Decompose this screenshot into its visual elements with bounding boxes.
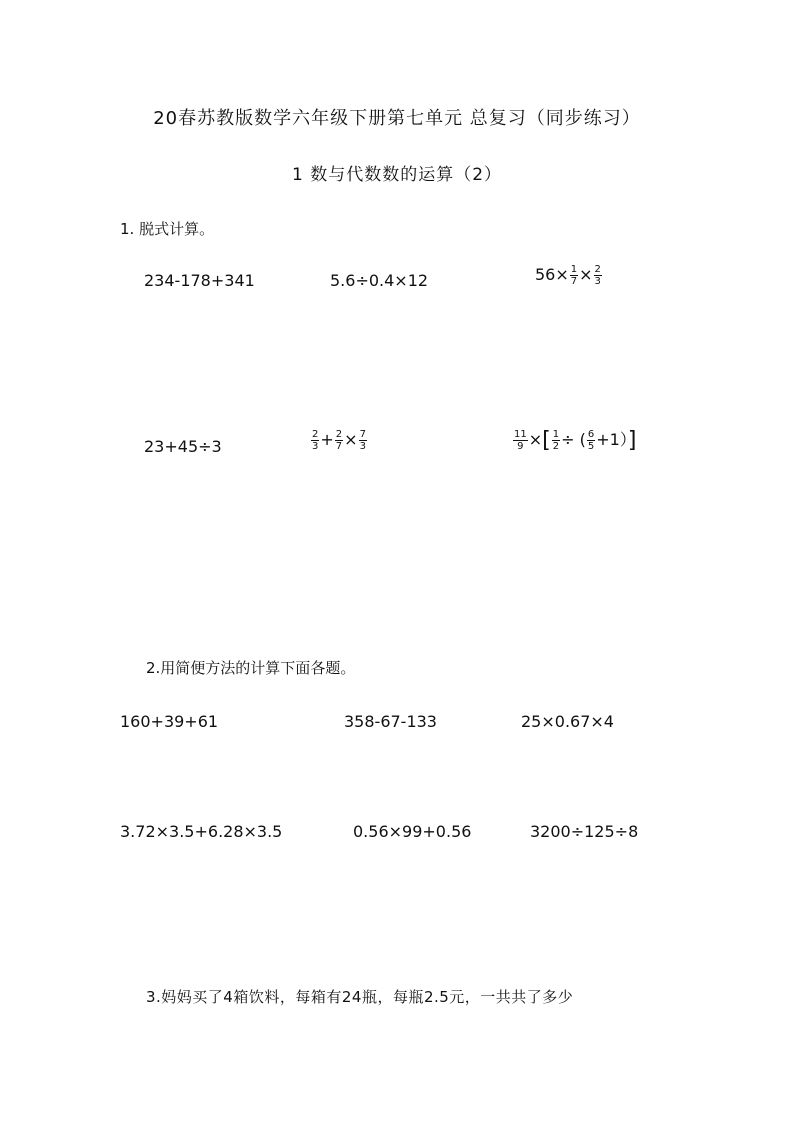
- operator: ×: [579, 265, 593, 284]
- q2-expression-3: 25×0.67×4: [521, 712, 614, 731]
- fraction: [570, 264, 578, 287]
- q1-expression-3: [535, 264, 603, 287]
- question-1-label: 1. 脱式计算。: [120, 220, 215, 238]
- q2-expression-2: 358-67-133: [344, 712, 437, 731]
- q1-expression-2: 5.6÷0.4×12: [330, 271, 429, 290]
- fraction-denominator: 7: [570, 276, 578, 287]
- fraction-denominator: 9: [517, 441, 524, 452]
- section-subtitle: 1 数与代数数的运算（2）: [291, 165, 503, 185]
- q1-expression-1: 234-178+341: [144, 271, 255, 290]
- left-paren: (: [579, 430, 586, 449]
- fraction-denominator: 2: [552, 441, 560, 452]
- fraction: [513, 429, 528, 452]
- q1-e3-prefix: 56×: [535, 265, 569, 284]
- fraction-denominator: 3: [359, 441, 366, 452]
- fraction: [594, 264, 602, 287]
- q2-expression-4: 3.72×3.5+6.28×3.5: [120, 822, 283, 841]
- fraction-numerator: 2: [594, 264, 601, 275]
- fraction: [359, 429, 367, 452]
- fraction-numerator: 2: [312, 429, 319, 440]
- q2-expression-1: 160+39+61: [120, 712, 219, 731]
- question-2-label: 2.用简便方法的计算下面各题。: [146, 659, 356, 677]
- operator: ÷: [561, 430, 575, 449]
- fraction: [587, 429, 595, 452]
- operator: ×: [528, 430, 543, 449]
- fraction-numerator: 6: [587, 429, 595, 440]
- fraction-denominator: 3: [312, 441, 319, 452]
- q2-expression-6: 3200÷125÷8: [530, 822, 639, 841]
- fraction-numerator: 7: [359, 429, 366, 440]
- fraction: [311, 429, 319, 452]
- q1-expression-6: [512, 427, 636, 453]
- right-bracket: ]: [627, 428, 637, 453]
- q1-expression-4: 23+45÷3: [144, 437, 222, 456]
- operator: +: [320, 430, 334, 449]
- fraction: [335, 429, 343, 452]
- fraction-denominator: 5: [587, 441, 595, 452]
- paren-tail: +1）: [596, 430, 628, 449]
- operator: ×: [344, 430, 358, 449]
- fraction-numerator: 2: [335, 429, 343, 440]
- fraction-denominator: 3: [594, 276, 601, 287]
- q1-expression-5: [310, 429, 368, 452]
- fraction-numerator: 11: [514, 429, 527, 440]
- fraction-denominator: 7: [335, 441, 343, 452]
- left-bracket: [: [542, 428, 551, 453]
- question-3-label: 3.妈妈买了4箱饮料，每箱有24瓶，每瓶2.5元，一共共了多少: [146, 988, 574, 1006]
- fraction-numerator: 1: [570, 264, 578, 275]
- fraction: [552, 429, 560, 452]
- page-title: 20春苏教版数学六年级下册第七单元 总复习（同步练习）: [153, 108, 641, 129]
- q2-expression-5: 0.56×99+0.56: [353, 822, 472, 841]
- fraction-numerator: 1: [552, 429, 560, 440]
